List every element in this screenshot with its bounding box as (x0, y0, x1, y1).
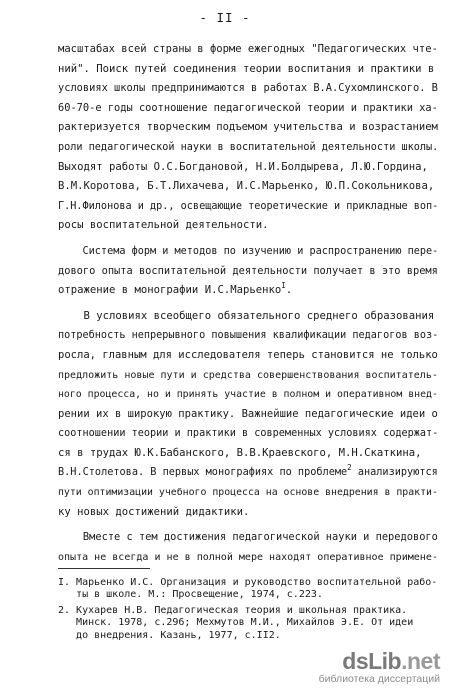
text-line: масштабах всей страны в форме ежегодных "Педагогических чте- (58, 43, 438, 55)
text-line: опыта не всегда и не в полной мере находят оперативное примене- (58, 551, 438, 563)
footnote-line: до внедрения. Казань, 1977, с.II2. (58, 629, 281, 641)
text-line: росла, главным для исследователя теперь становится не только (58, 348, 438, 361)
footnote-marker-2: 2 (347, 463, 352, 473)
text-line: В.М.Коротова, Б.Т.Лихачева, И.С.Марьенко, Ю.П.Сокольникова, (58, 180, 435, 193)
footnote-line: 2. Кухарев Н.В. Педагогическая теория и школьная практика. (58, 604, 408, 616)
text-line: предложить новые пути и средства совершенствования воспитатель- (58, 369, 438, 381)
footnote-divider (58, 568, 150, 569)
text-line: дового опыта воспитательной деятельности получает в это время (58, 264, 438, 277)
footnote-line: I. Марьенко И.С. Организация и руководство воспитательной рабо- (58, 577, 438, 588)
text-line: Г.Н.Филонова и др., освещающие теоретические и прикладные воп- (58, 200, 439, 212)
text-line: росы воспитательной деятельности. (58, 219, 269, 232)
text-line: ного процесса, но и принять участие в полном и оперативном внед- (58, 389, 438, 401)
logo-domain: .net (401, 648, 440, 674)
dslib-logo (319, 649, 440, 673)
text-line: ний". Поиск путей соединения теории воспитания и практики в (58, 62, 435, 75)
body-text (58, 40, 438, 567)
text-line: В условиях всеобщего обязательного среднего образования (58, 309, 435, 322)
text-segment: В.Н.Столетова. В первых монографиях по проблеме (58, 467, 348, 479)
text-line: условиях школы предпринимаются в работах В.А.Сухомлинского. В (58, 82, 438, 95)
footnote-line: ты в школе. М.: Просвещение, 1974, с.223. (58, 589, 323, 601)
logo-text: dsLib (342, 648, 402, 674)
text-line: рактеризуется творческим подъемом учительства и возрастанием (58, 121, 438, 134)
text-segment: анализируются (351, 467, 438, 479)
text-line: Выходят работы О.С.Богдановой, Н.И.Болдырева, Л.Ю.Гордина, (58, 160, 428, 173)
text-line: пути оптимизации учебного процесса на основе внедрения в практи- (58, 487, 438, 499)
text-line: рении их в широкую практику. Важнейшие педагогические идеи о (58, 407, 438, 420)
text-line: соотношении теории и практики в современных условиях содержат- (58, 428, 439, 440)
dslib-watermark (319, 649, 440, 685)
watermark-subtitle: библиотека диссертаций (318, 673, 440, 685)
text-line: Система форм и методов по изучению и распространению пере- (58, 245, 439, 257)
text-line-with-footnote (58, 281, 438, 301)
text-line-with-footnote (58, 463, 438, 483)
text-line: ку новых достижений дидактики. (58, 505, 250, 518)
text-segment: отражение в монографии И.С.Марьенко (58, 284, 282, 297)
text-segment: . (285, 284, 293, 297)
footnotes (58, 577, 437, 642)
footnote-line: Минск. 1978, с.296; Мехмутов М.И., Михайлов Э.Е. От идеи (58, 617, 414, 629)
footnote-marker-1: I (281, 281, 286, 291)
text-line: ся в трудах Ю.К.Бабанского, В.В.Краевского, М.Н.Скаткина, (58, 446, 422, 459)
page-number: - II - (199, 10, 251, 25)
text-line: потребность непрерывного повышения квалификации педагогов воз- (58, 330, 439, 342)
text-line: роли педагогической науки в воспитательной деятельности школы. (58, 141, 439, 153)
text-line: Вместе с тем достижения педагогической науки и передового (58, 531, 438, 544)
text-line: 60-70-е годы соотношение педагогической теории и практики ха- (58, 101, 438, 114)
